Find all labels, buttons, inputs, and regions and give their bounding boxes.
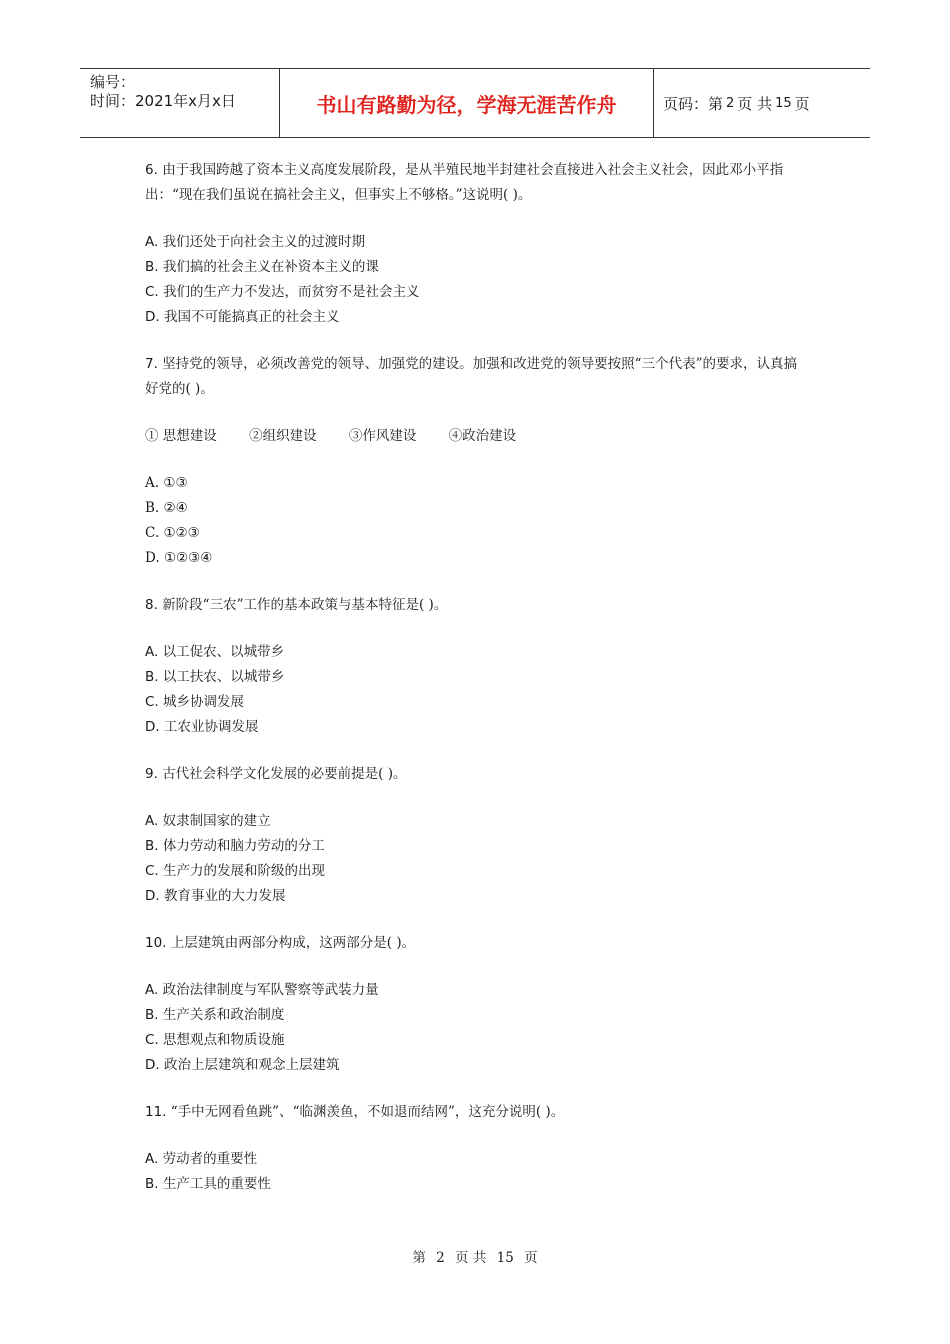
question-8-options [145,640,810,740]
question-text: 由于我国跨越了资本主义高度发展阶段，是从半殖民地半封建社会直接进入社会主义社会，因此邓小平指出：“现在我们虽说在搞社会主义，但事实上不够格。”这说明( )。 [145,162,784,203]
header-page-suffix: 页 [794,94,810,113]
option-a: A. 政治法律制度与军队警察等武装力量 [145,982,379,998]
header-page-prefix: 页码：第 [663,94,724,113]
question-6 [145,158,810,208]
questions-content [145,158,810,1219]
page-header [80,68,870,138]
header-page-mid: 页 共 [737,94,773,113]
question-7 [145,352,810,402]
option-b: B. ②④ [145,500,188,516]
question-6-options [145,230,810,330]
option-a: A. 以工促农、以城带乡 [145,644,285,660]
question-number: 6. [145,162,158,178]
option-d: D. 教育事业的大力发展 [145,888,286,904]
option-a: A. 劳动者的重要性 [145,1151,258,1167]
page-footer [0,1246,950,1266]
option-c: C. 思想观点和物质设施 [145,1032,285,1048]
option-b: B. 生产工具的重要性 [145,1176,271,1192]
question-text: 上层建筑由两部分构成，这两部分是( )。 [170,935,416,951]
document-number-label: 编号： [90,73,136,91]
option-d: D. 政治上层建筑和观念上层建筑 [145,1057,340,1073]
statement-2: ②组织建设 [249,428,317,444]
question-text: 古代社会科学文化发展的必要前提是( )。 [162,766,407,782]
question-7-options [145,471,810,571]
option-c: C. 城乡协调发展 [145,694,245,710]
option-b: B. 我们搞的社会主义在补资本主义的课 [145,259,379,275]
option-d: D. 我国不可能搞真正的社会主义 [145,309,340,325]
question-number: 8. [145,597,158,613]
header-motto: 书山有路勤为径，学海无涯苦作舟 [280,69,654,137]
question-number: 11. [145,1104,167,1120]
option-b: B. 以工扶农、以城带乡 [145,669,285,685]
header-meta [80,69,280,137]
option-a: A. 我们还处于向社会主义的过渡时期 [145,234,366,250]
footer-mid: 页 共 [455,1250,487,1266]
option-b: B. 生产关系和政治制度 [145,1007,285,1023]
option-c: C. 生产力的发展和阶级的出现 [145,863,326,879]
option-b: B. 体力劳动和脑力劳动的分工 [145,838,325,854]
question-number: 9. [145,766,158,782]
option-c: C. ①②③ [145,525,200,541]
question-10 [145,931,810,956]
header-page-current: 2 [726,95,735,111]
option-a: A. ①③ [145,475,188,491]
footer-page-current: 2 [436,1250,445,1266]
question-number: 7. [145,356,158,372]
header-page-info [654,69,870,137]
question-8 [145,593,810,618]
option-d: D. ①②③④ [145,550,213,566]
footer-prefix: 第 [412,1250,426,1266]
question-text: 新阶段“三农”工作的基本政策与基本特征是( )。 [162,597,448,613]
document-time-label: 时间：2021年x月x日 [90,92,236,110]
question-7-statements [145,424,810,449]
footer-suffix: 页 [524,1250,538,1266]
question-text: “手中无网看鱼跳”、“临渊羡鱼，不如退而结网”，这充分说明( )。 [170,1104,565,1120]
question-9-options [145,809,810,909]
footer-page-total: 15 [496,1250,514,1266]
question-text: 坚持党的领导，必须改善党的领导、加强党的建设。加强和改进党的领导要按照“三个代表”的要求，认真搞好党的( )。 [145,356,797,397]
header-page-total: 15 [775,95,792,111]
question-number: 10. [145,935,167,951]
option-d: D. 工农业协调发展 [145,719,259,735]
question-11-options [145,1147,810,1197]
statement-3: ③作风建设 [348,428,417,444]
question-10-options [145,978,810,1078]
statement-1: ① 思想建设 [145,428,217,444]
question-11 [145,1100,810,1125]
statement-4: ④政治建设 [448,428,517,444]
option-c: C. 我们的生产力不发达，而贫穷不是社会主义 [145,284,420,300]
question-9 [145,762,810,787]
option-a: A. 奴隶制国家的建立 [145,813,271,829]
